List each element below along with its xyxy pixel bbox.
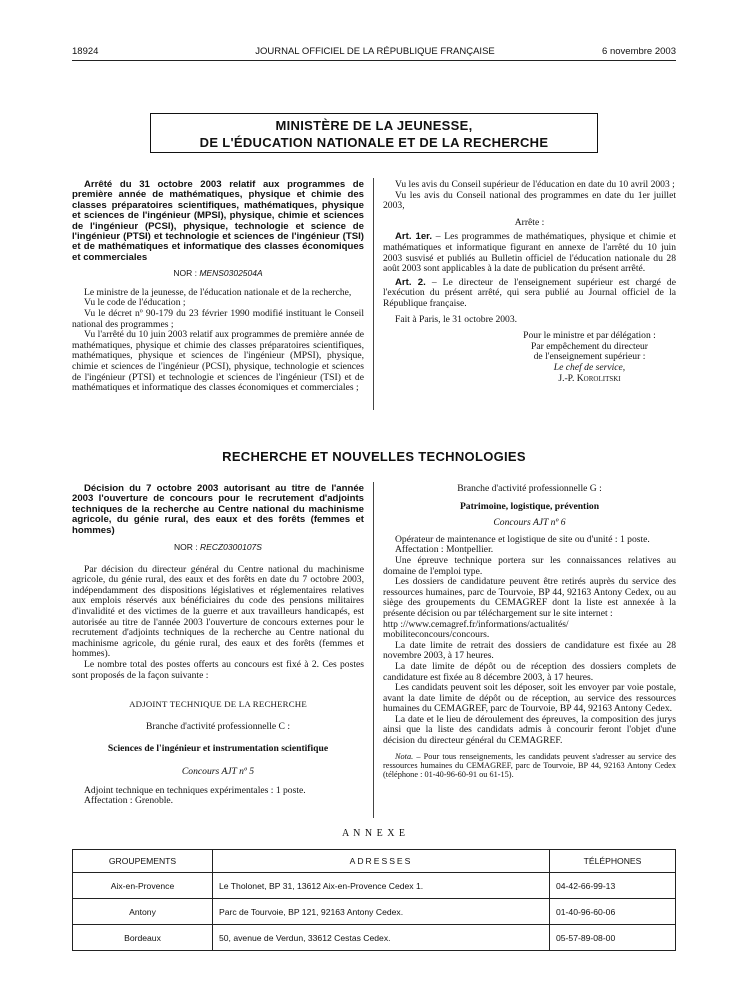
- arrete-left-column: [72, 180, 364, 394]
- telephone-cell: 04-42-66-99-13: [550, 873, 676, 899]
- arrete-nor: [72, 268, 364, 279]
- article-1-label: Art. 1er.: [395, 231, 433, 243]
- column-divider-2: [373, 482, 374, 818]
- signatory-name: J.-P. Korolitski: [558, 372, 621, 384]
- section-title: RECHERCHE ET NOUVELLES TECHNOLOGIES: [222, 449, 526, 464]
- visa-decret: Vu le décret nº 90-179 du 23 février 1990 modifié instituant le Conseil national des programmes ;: [72, 308, 364, 330]
- branch-c-title: Sciences de l'ingénieur et instrumentation scientifique: [107, 743, 329, 755]
- decision-left-column: [72, 484, 364, 807]
- article-2-label: Art. 2.: [395, 276, 426, 288]
- header-groupements: GROUPEMENTS: [73, 850, 213, 873]
- branch-g: Branche d'activité professionnelle G :: [457, 483, 602, 494]
- page-number: 18924: [72, 46, 99, 57]
- epreuve: Une épreuve technique portera sur les connaissances relatives au domaine de l'emploi type.: [383, 554, 676, 577]
- adresse-cell: Parc de Tourvoie, BP 121, 92163 Antony Cedex.: [213, 899, 550, 925]
- fait-a-paris: Fait à Paris, le 31 octobre 2003.: [395, 313, 518, 325]
- visa-arrete: Vu l'arrêté du 10 juin 2003 relatif aux programmes de première année de mathématiques, physique et chimie des classes préparatoires scientifiques, mathématiques, physique et sciences de l'ingénieur (MPSI), physique, chimie et sciences de l'ingénieur (PCSI), physique, technologie et sciences de l'ingénieur (PTSI) et technologie et sciences de l'ingénieur (TSI) et de mathématiques et informatique des classes économiques et commerciales ;: [72, 329, 364, 394]
- poste-5: Adjoint technique en techniques expérimentales : 1 poste.: [84, 784, 306, 796]
- decision-para-2: Le nombre total des postes offerts au concours est fixé à 2. Ces postes sont proposés de la façon suivante :: [72, 658, 364, 681]
- concours-5: Concours AJT nº 5: [181, 765, 255, 777]
- signature-line-1: Pour le ministre et par délégation :: [523, 330, 656, 342]
- arrete-label: Arrête :: [514, 216, 545, 228]
- nor-code: RECZ0300107S: [200, 542, 262, 553]
- nor-label: NOR :: [174, 542, 198, 553]
- decision-right-column: [383, 484, 676, 780]
- table-row: [73, 899, 676, 925]
- groupement-cell: Bordeaux: [73, 925, 213, 951]
- decision-para-1: Par décision du directeur général du Centre national du machinisme agricole, du génie rural, des eaux et des forêts en date du 7 octobre 2003, indépendamment des dispositions législatives et réglementaires relatives aux emplois réservés aux bénéficiaires du code des pensions militaires d'invalidité et des victimes de la guerre et aux travailleurs handicapés, est autorisée au titre de l'année 2003 l'ouverture de concours externes pour le recrutement d'adjoints techniques de la recherche au Centre national du machinisme agricole, du génie rural, des eaux et des forêts (femmes et hommes).: [72, 563, 364, 660]
- header-telephones: TÉLÉPHONES: [550, 850, 676, 873]
- signature-block: [503, 331, 676, 384]
- signature-line-3: de l'enseignement supérieur :: [533, 351, 646, 363]
- decision-nor: [72, 542, 364, 553]
- telephone-cell: 01-40-96-60-06: [550, 899, 676, 925]
- header-adresses: ADRESSES: [213, 850, 550, 873]
- nota: [383, 752, 676, 780]
- telephone-cell: 05-57-89-08-00: [550, 925, 676, 951]
- adresse-cell: 50, avenue de Verdun, 33612 Cestas Cedex.: [213, 925, 550, 951]
- visa-minister: Le ministre de la jeunesse, de l'éducation nationale et de la recherche,: [84, 286, 352, 298]
- annexe-table: [72, 849, 676, 951]
- adresse-cell: Le Tholonet, BP 31, 13612 Aix-en-Provence Cedex 1.: [213, 873, 550, 899]
- poste-6: Opérateur de maintenance et logistique de site ou d'unité : 1 poste.: [395, 533, 650, 545]
- column-divider: [373, 178, 374, 410]
- grade-title: ADJOINT TECHNIQUE DE LA RECHERCHE: [129, 699, 307, 710]
- article-1-text: – Les programmes de mathématiques, physique et chimie et mathématiques et informatique figurant en annexe de l'arrêté du 10 juin 2003 susvisé et publiés au Bulletin officiel de l'éducation nationale du 28 août 2003 sont applicables à la date de publication du présent arrêté.: [383, 231, 676, 275]
- table-header-row: [73, 850, 676, 873]
- concours-6: Concours AJT nº 6: [493, 517, 566, 529]
- visa-code: Vu le code de l'éducation ;: [84, 297, 186, 309]
- header-rule: [72, 60, 676, 61]
- date-depot: La date limite de dépôt ou de réception des dossiers complets de candidature est fixée au 8 décembre 2003, à 17 heures.: [383, 660, 676, 683]
- article-2-text: – Le directeur de l'enseignement supérieur est chargé de l'exécution du présent arrêté, qui sera publié au Journal officiel de la République française.: [383, 276, 676, 309]
- affectation-6: Affectation : Montpellier.: [395, 544, 494, 556]
- nota-label: Nota.: [395, 751, 414, 761]
- nor-label: NOR :: [173, 268, 197, 279]
- ministry-line-1: MINISTÈRE DE LA JEUNESSE,: [275, 118, 473, 133]
- table-row: [73, 873, 676, 899]
- article-2: [383, 278, 676, 310]
- groupement-cell: Aix-en-Provence: [73, 873, 213, 899]
- branch-c: Branche d'activité professionnelle C :: [146, 720, 290, 732]
- article-1: [383, 232, 676, 274]
- ministry-line-2: DE L'ÉDUCATION NATIONALE ET DE LA RECHERCHE: [199, 135, 549, 150]
- website-url-2: mobiliteconcours/concours.: [383, 629, 490, 641]
- annexe-title: A N N E X E: [341, 828, 407, 839]
- journal-title: JOURNAL OFFICIEL DE LA RÉPUBLIQUE FRANÇAISE: [255, 46, 495, 57]
- arrete-title: Arrêté du 31 octobre 2003 relatif aux programmes de première année de mathématiques, physique et chimie des classes préparatoires scientifiques, mathématiques, physique et sciences de l'ingénieur (MPSI), physique, chimie et sciences de l'ingénieur (PCSI), physique, technologie et science de l'ingénieur (PTSI) et technologie et sciences de l'ingénieur (TSI) et de mathématiques et informatique des classes économiques et commerciales: [72, 179, 364, 263]
- table-row: [73, 925, 676, 951]
- nor-code: MENS0302504A: [199, 268, 263, 279]
- website-url-1: http ://www.cemagref.fr/informations/actualités/: [383, 618, 569, 630]
- visa-conseil-national: Vu les avis du Conseil national des programmes en date du 1er juillet 2003,: [383, 189, 676, 212]
- signature-line-2: Par empêchement du directeur: [531, 340, 648, 352]
- branch-g-title: Patrimoine, logistique, prévention: [459, 500, 600, 512]
- issue-date: 6 novembre 2003: [602, 46, 676, 57]
- groupement-cell: Antony: [73, 899, 213, 925]
- ministry-box: [150, 113, 598, 153]
- envoi: Les candidats peuvent soit les déposer, soit les envoyer par voie postale, avant la date limite de dépôt ou de réception, au service des ressources humaines du CEMAGREF, parc de Tourvoie, BP 44, 92163 Antony Cedex.: [383, 682, 676, 715]
- date-retrait: La date limite de retrait des dossiers de candidature est fixée au 28 novembre 2003, à 17 heures.: [383, 639, 676, 662]
- affectation-5: Affectation : Grenoble.: [84, 795, 174, 807]
- visa-conseil-superieur: Vu les avis du Conseil supérieur de l'éducation en date du 10 avril 2003 ;: [395, 179, 675, 190]
- dossiers: Les dossiers de candidature peuvent être retirés auprès du service des ressources humaines, parc de Tourvoie, BP 44, 92163 Antony Cedex, ou au siège des groupements du CEMAGREF dont la liste est annexée à la présente décision ou par téléchargement sur le site internet :: [383, 576, 676, 619]
- signature-line-4: Le chef de service,: [553, 361, 626, 373]
- arrete-right-column: [383, 180, 676, 384]
- deroulement: La date et le lieu de déroulement des épreuves, la composition des jurys ainsi que la liste des candidats admis à concourir feront l'objet d'une décision du directeur général du CEMAGREF.: [383, 713, 676, 747]
- decision-title: Décision du 7 octobre 2003 autorisant au titre de l'année 2003 l'ouverture de concours pour le recrutement d'adjoints techniques de la recherche au Centre national du machinisme agricole, du génie rural, des eaux et des forêts (femmes et hommes): [72, 483, 364, 536]
- nota-text: – Pour tous renseignements, les candidats peuvent s'adresser au service des ressources humaines du CEMAGREF, parc de Tourvoie, BP 44, 92163 Antony Cedex (téléphone : 01-40-96-60-91 ou 61-15).: [383, 751, 676, 780]
